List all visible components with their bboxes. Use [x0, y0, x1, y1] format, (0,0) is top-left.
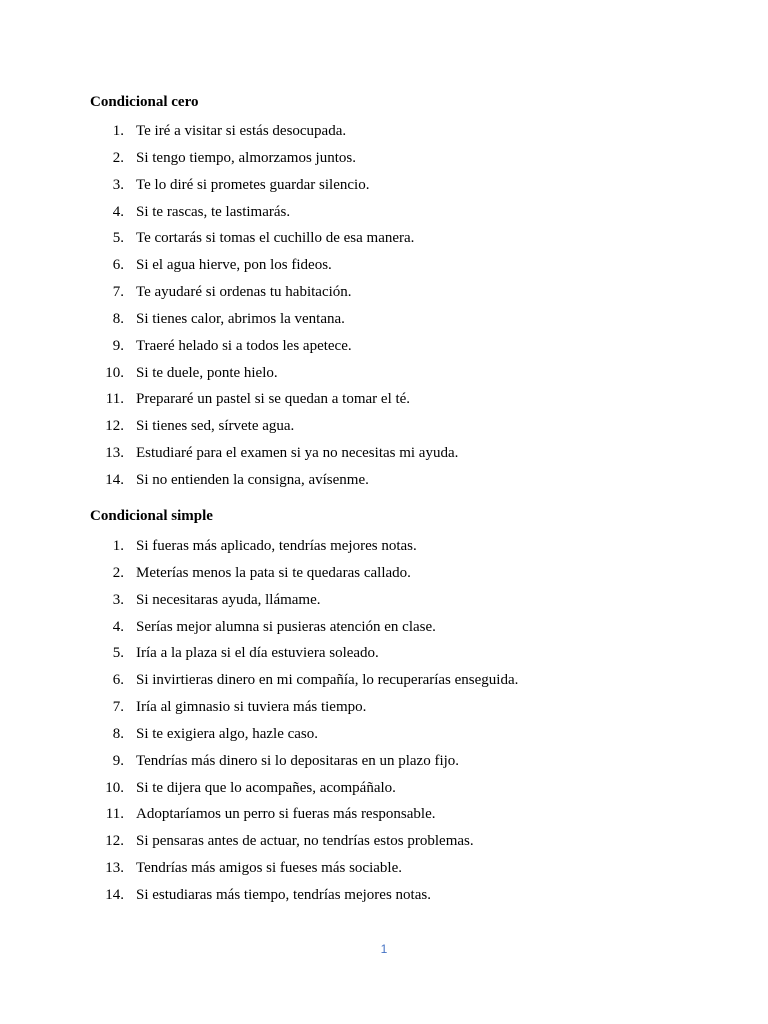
list-item-number: 12. — [105, 833, 124, 850]
list-item-number: 6. — [112, 257, 124, 274]
list-item-text: Si te duele, ponte hielo. — [136, 364, 278, 381]
list-item-text: Si tienes calor, abrimos la ventana. — [136, 310, 345, 327]
list-item-text: Si estudiaras más tiempo, tendrías mejores notas. — [136, 886, 431, 903]
section-title-condicional-cero: Condicional cero — [90, 94, 199, 110]
list-item-number: 14. — [105, 471, 124, 488]
list-item-number: 8. — [112, 310, 124, 327]
list-item-text: Si te exigiera algo, hazle caso. — [136, 725, 319, 742]
list-item-number: 14. — [105, 886, 124, 903]
list-item-text: Si no entienden la consigna, avísenme. — [136, 471, 369, 488]
list-item-text: Si tienes sed, sírvete agua. — [136, 418, 295, 435]
list-item-number: 13. — [105, 860, 124, 877]
list-item-number: 10. — [105, 779, 124, 796]
list-item-text: Si te dijera que lo acompañes, acompáñalo. — [136, 779, 396, 796]
list-item-number: 3. — [112, 591, 124, 608]
list-item-number: 5. — [112, 645, 124, 662]
list-item-number: 1. — [112, 123, 124, 139]
list-item-text: Meterías menos la pata si te quedaras callado. — [136, 564, 411, 581]
list-item-text: Si el agua hierve, pon los fideos. — [136, 257, 332, 274]
list-item-number: 7. — [112, 284, 124, 301]
list-item-number: 9. — [112, 752, 124, 769]
list-item-text: Prepararé un pastel si se quedan a tomar el té. — [136, 391, 411, 408]
list-item-text: Iría a la plaza si el día estuviera soleado. — [136, 645, 379, 662]
list-item-number: 12. — [105, 418, 124, 435]
list-item-number: 13. — [105, 445, 124, 462]
list-item-number: 2. — [112, 564, 124, 581]
list-item-text: Iría al gimnasio si tuviera más tiempo. — [136, 699, 367, 716]
list-item-number: 11. — [105, 391, 124, 408]
list-item-text: Si necesitaras ayuda, llámame. — [136, 591, 321, 608]
list-item-number: 6. — [112, 672, 124, 689]
list-item-number: 2. — [112, 149, 124, 166]
list-item-text: Si invirtieras dinero en mi compañía, lo recuperarías enseguida. — [136, 672, 519, 689]
list-item-number: 5. — [112, 230, 124, 247]
list-item-number: 3. — [112, 176, 124, 193]
list-item-number: 4. — [112, 203, 124, 220]
list-item-number: 10. — [105, 364, 124, 381]
section-title-condicional-simple: Condicional simple — [90, 508, 213, 524]
list-item-text: Serías mejor alumna si pusieras atención en clase. — [136, 618, 436, 635]
list-item-text: Tendrías más amigos si fueses más sociable. — [136, 860, 402, 877]
list-item-number: 8. — [112, 725, 124, 742]
list-item-text: Si fueras más aplicado, tendrías mejores notas. — [136, 538, 417, 554]
list-item-text: Si pensaras antes de actuar, no tendrías estos problemas. — [136, 833, 474, 850]
page-number: 1 — [380, 942, 388, 956]
list-item-text: Traeré helado si a todos les apetece. — [136, 337, 352, 354]
list-item-text: Te iré a visitar si estás desocupada. — [136, 123, 347, 139]
list-item-number: 7. — [112, 699, 124, 716]
list-item-number: 11. — [105, 806, 124, 823]
list-item-text: Adoptaríamos un perro si fueras más responsable. — [136, 806, 436, 823]
list-item-text: Te ayudaré si ordenas tu habitación. — [136, 284, 352, 301]
list-item-text: Tendrías más dinero si lo depositaras en un plazo fijo. — [136, 752, 460, 769]
list-item-number: 4. — [112, 618, 124, 635]
list-item-text: Si te rascas, te lastimarás. — [136, 203, 291, 220]
list-item-number: 9. — [112, 337, 124, 354]
list-item-number: 1. — [112, 538, 124, 554]
list-item-text: Te cortarás si tomas el cuchillo de esa manera. — [136, 230, 415, 247]
list-item-text: Estudiaré para el examen si ya no necesitas mi ayuda. — [136, 445, 459, 462]
list-item-text: Te lo diré si prometes guardar silencio. — [136, 176, 370, 193]
list-item-text: Si tengo tiempo, almorzamos juntos. — [136, 149, 356, 166]
